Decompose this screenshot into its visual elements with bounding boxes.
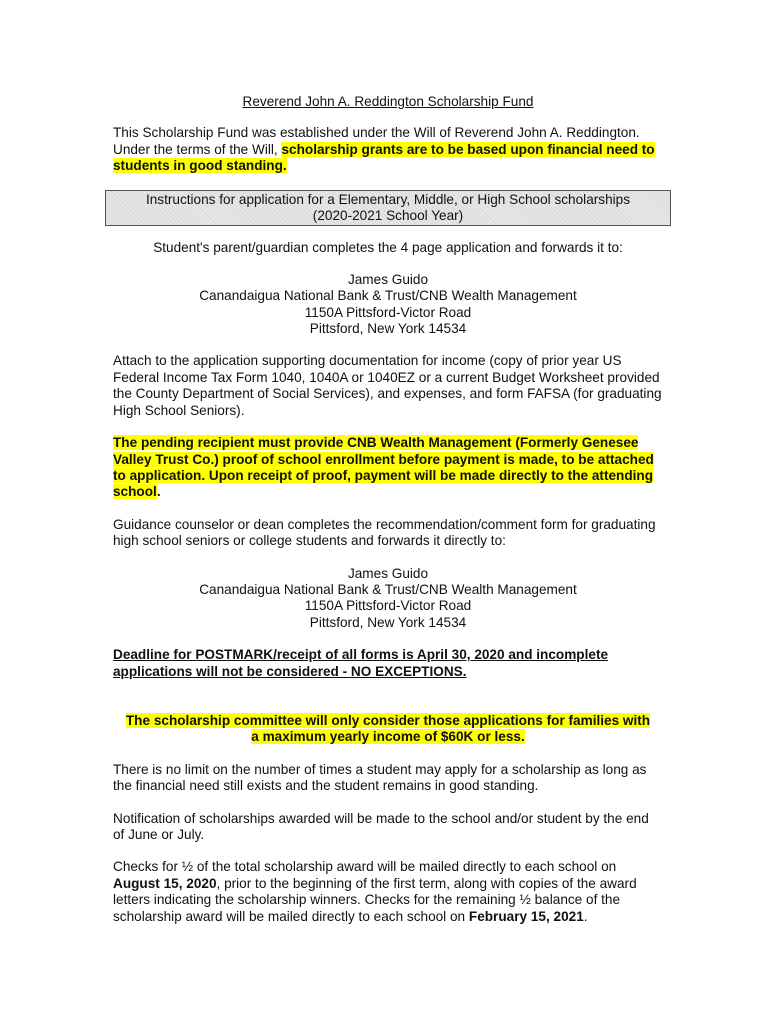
pending-tail: .: [156, 484, 161, 500]
attach-paragraph: Attach to the application supporting documentation for income (copy of prior year US Federal Income Tax Form 1040, 1040A or 1040EZ or a current Budget Worksheet provided the County Department of Social Services), and expenses, and form FAFSA (for graduating High School Seniors).: [113, 353, 662, 418]
committee-line1: The scholarship committee will only consider those applications for families with: [125, 712, 651, 728]
address-company: Canandaigua National Bank & Trust/CNB Wealth Management: [199, 581, 577, 597]
committee-paragraph: [113, 713, 663, 746]
pending-paragraph: [113, 435, 663, 501]
address-street: 1150A Pittsford-Victor Road: [304, 304, 472, 320]
address-street: 1150A Pittsford-Victor Road: [304, 598, 472, 614]
checks-text-2: , prior to the beginning of the first term, along with copies of the award letters indicating the scholarship winners. Checks for the remaining ½ balance of the scholarship award will be mailed directly to each school on: [113, 875, 637, 924]
limit-paragraph: There is no limit on the number of times a student may apply for a scholarship as long as the financial need still exists and the student remains in good standing.: [113, 761, 647, 794]
intro-highlight: scholarship grants are to be based upon financial need to students in good standing.: [113, 141, 655, 174]
address-block-2: [113, 566, 663, 632]
guidance-paragraph: Guidance counselor or dean completes the recommendation/comment form for graduating high school seniors or college students and forwards it directly to:: [113, 516, 656, 549]
instructions-line2: (2020-2021 School Year): [312, 208, 464, 224]
instructions-box: [105, 190, 671, 227]
intro-paragraph: [113, 125, 663, 174]
address-name: James Guido: [347, 565, 429, 581]
document-title: Reverend John A. Reddington Scholarship Fund: [242, 94, 534, 109]
checks-paragraph: [113, 859, 663, 925]
checks-text-3: .: [583, 908, 588, 924]
deadline-paragraph: Deadline for POSTMARK/receipt of all forms is April 30, 2020 and incomplete applications will not be considered - NO EXCEPTIONS.: [113, 647, 609, 679]
checks-date-1: August 15, 2020: [113, 875, 217, 891]
notification-paragraph: Notification of scholarships awarded will be made to the school and/or student by the end of June or July.: [113, 810, 649, 842]
address-city: Pittsford, New York 14534: [309, 321, 467, 337]
address-block-1: [113, 272, 663, 338]
pending-highlight: The pending recipient must provide CNB Wealth Management (Formerly Genesee Valley Trust Co.) proof of school enrollment before payment is made, to be attached to application. Upon receipt of proof, payment will be made directly to the attending school: [113, 435, 654, 500]
checks-text-1: Checks for ½ of the total scholarship award will be mailed directly to each school on: [113, 859, 617, 875]
committee-line2: a maximum yearly income of $60K or less.: [251, 729, 525, 745]
intro-text: This Scholarship Fund was established under the Will of Reverend John A. Reddington. Under the terms of the Will,: [113, 125, 640, 157]
address-company: Canandaigua National Bank & Trust/CNB Wealth Management: [199, 288, 577, 304]
parent-paragraph: Student's parent/guardian completes the 4 page application and forwards it to:: [153, 240, 623, 256]
address-name: James Guido: [347, 271, 429, 287]
instructions-line1: Instructions for application for a Elementary, Middle, or High School scholarships: [145, 191, 631, 207]
address-city: Pittsford, New York 14534: [309, 614, 467, 630]
document-body: [113, 94, 663, 925]
checks-date-2: February 15, 2021: [468, 908, 584, 924]
